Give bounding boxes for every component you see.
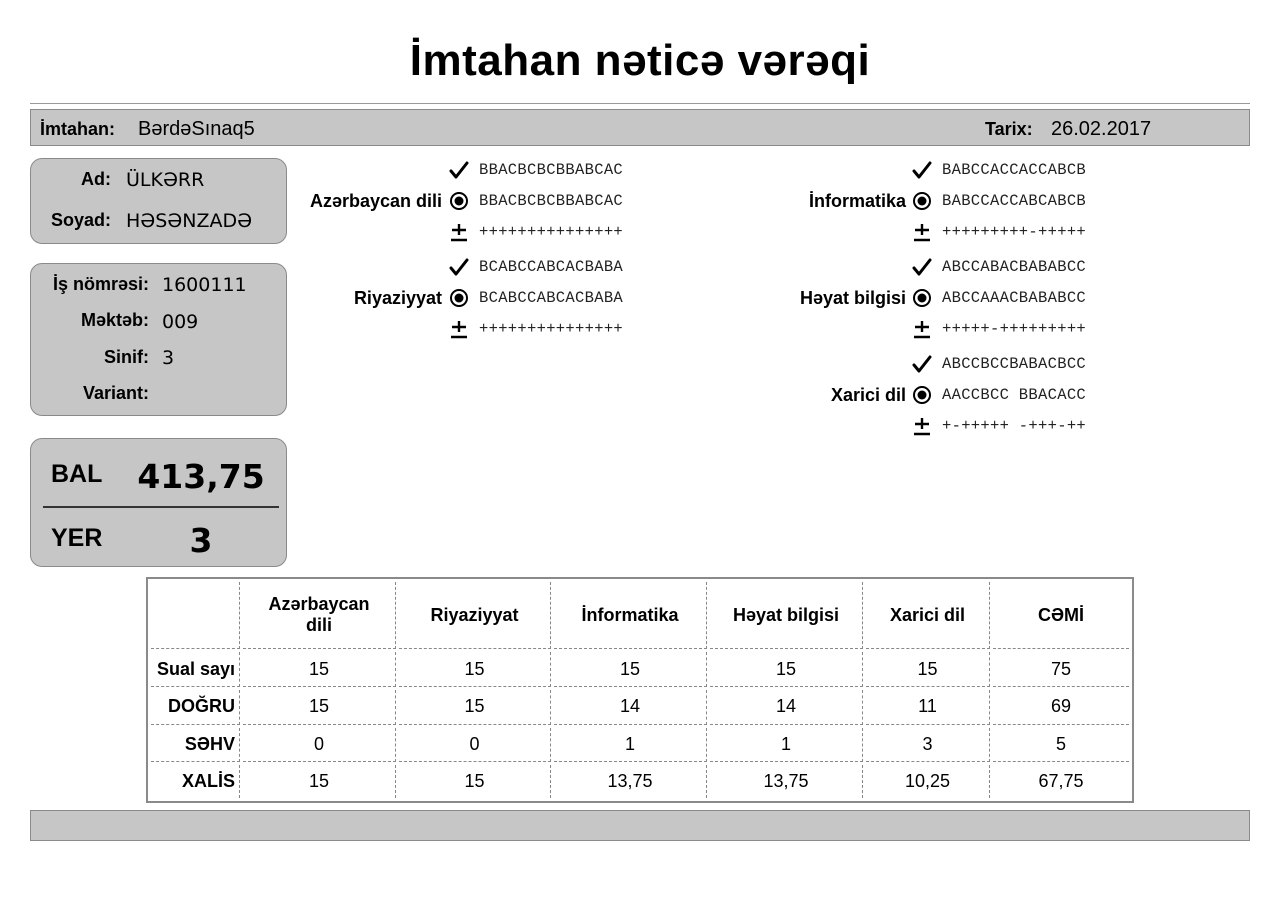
answered-sequence: ABCCAAACBABABCC: [942, 289, 1087, 307]
table-cell: 15: [399, 690, 551, 725]
checkmark-icon: [912, 354, 932, 374]
title-divider: [30, 103, 1250, 104]
date-value: 26.02.2017: [1051, 118, 1152, 140]
table-cell: 11: [866, 690, 990, 725]
table-row: [151, 765, 1129, 798]
date-label: Tarix:: [985, 119, 1033, 139]
name-label: Ad:: [81, 169, 111, 189]
plus-minus-icon: [449, 319, 469, 339]
table-cell: 13,75: [554, 765, 707, 798]
correct-key-sequence: BABCCACCACCABCB: [942, 161, 1087, 179]
table-cell: 1: [554, 728, 707, 763]
surname-value: HƏSƏNZADƏ: [126, 210, 253, 232]
answered-sequence: AACCBCC BBACACC: [942, 386, 1087, 404]
table-header-cell: [151, 582, 240, 649]
table-row: [151, 728, 1129, 763]
school-label: Məktəb:: [80, 310, 149, 330]
footer-bar: [30, 810, 1250, 841]
table-cell: 13,75: [710, 765, 863, 798]
work-number-label: İş nömrəsi:: [52, 274, 149, 294]
table-cell: 15: [243, 652, 396, 687]
checkmark-icon: [449, 257, 469, 277]
grade-value: 3: [162, 347, 175, 369]
checkmark-icon: [912, 257, 932, 277]
plus-minus-icon: [912, 416, 932, 436]
correct-key-sequence: ABCCBCCBABACBCC: [942, 355, 1087, 373]
checkmark-icon: [449, 160, 469, 180]
table-cell: 15: [866, 652, 990, 687]
row-label: DOĞRU: [151, 690, 240, 725]
yer-value: 3: [189, 521, 213, 560]
table-cell: 0: [399, 728, 551, 763]
plus-minus-icon: [449, 222, 469, 242]
table-row: [151, 652, 1129, 687]
table-row: [151, 690, 1129, 725]
row-label: XALİS: [151, 765, 240, 798]
table-cell: 14: [554, 690, 707, 725]
result-sequence: +++++-+++++++++: [942, 320, 1087, 338]
radio-dot-icon: [912, 385, 932, 405]
plus-minus-icon: [912, 319, 932, 339]
bal-label: BAL: [51, 460, 103, 488]
correct-key-sequence: BBACBCBCBBABCAC: [479, 161, 624, 179]
result-sequence: +-+++++ -+++-++: [942, 417, 1087, 435]
table-cell: 15: [243, 765, 396, 798]
table-header-cell: Xarici dil: [866, 582, 990, 649]
table-cell: 15: [710, 652, 863, 687]
table-cell: 15: [399, 765, 551, 798]
checkmark-icon: [912, 160, 932, 180]
results-table: [146, 577, 1134, 803]
table-cell: 15: [243, 690, 396, 725]
school-value: 009: [162, 311, 199, 333]
table-header-cell: Riyaziyyat: [399, 582, 551, 649]
work-number-value: 1600111: [162, 274, 247, 296]
name-value: ÜLKƏRR: [126, 169, 205, 191]
result-sequence: +++++++++-+++++: [942, 223, 1087, 241]
radio-dot-icon: [449, 191, 469, 211]
exam-label: İmtahan:: [40, 119, 116, 139]
page-title: İmtahan nəticə vərəqi: [409, 36, 871, 85]
table-cell: 75: [993, 652, 1129, 687]
subject-name: Azərbaycan dili: [309, 191, 442, 211]
bal-value: 413,75: [137, 457, 265, 496]
table-cell: 15: [554, 652, 707, 687]
correct-key-sequence: ABCCABACBABABCC: [942, 258, 1087, 276]
exam-header-bar: [30, 109, 1250, 146]
table-cell: 14: [710, 690, 863, 725]
radio-dot-icon: [449, 288, 469, 308]
table-header-cell: İnformatika: [554, 582, 707, 649]
answered-sequence: BABCCACCABCABCB: [942, 192, 1087, 210]
table-header-cell: Həyat bilgisi: [710, 582, 863, 649]
surname-label: Soyad:: [50, 210, 111, 230]
subject-name: Xarici dil: [830, 385, 906, 405]
radio-dot-icon: [912, 288, 932, 308]
correct-key-sequence: BCABCCABCACBABA: [479, 258, 624, 276]
table-header-cell: Azərbaycan dili: [243, 582, 396, 649]
exam-value: BərdəSınaq5: [138, 118, 255, 140]
score-divider: [43, 506, 279, 508]
work-info-panel: [30, 263, 287, 416]
subject-name: Həyat bilgisi: [799, 288, 906, 308]
yer-label: YER: [51, 524, 103, 552]
result-sequence: +++++++++++++++: [479, 320, 624, 338]
table-cell: 69: [993, 690, 1129, 725]
table-cell: 3: [866, 728, 990, 763]
grade-label: Sinif:: [104, 347, 149, 367]
result-sequence: +++++++++++++++: [479, 223, 624, 241]
table-cell: 15: [399, 652, 551, 687]
score-panel: [30, 438, 287, 567]
table-cell: 10,25: [866, 765, 990, 798]
table-header-cell: CƏMİ: [993, 582, 1129, 649]
subject-name: İnformatika: [808, 191, 906, 211]
table-cell: 5: [993, 728, 1129, 763]
row-label: SƏHV: [151, 728, 240, 763]
answered-sequence: BCABCCABCACBABA: [479, 289, 624, 307]
table-cell: 1: [710, 728, 863, 763]
radio-dot-icon: [912, 191, 932, 211]
table-cell: 0: [243, 728, 396, 763]
variant-label: Variant:: [82, 383, 149, 403]
person-panel: [30, 158, 287, 244]
table-cell: 67,75: [1038, 771, 1084, 791]
table-header-row: [151, 582, 1129, 649]
subject-name: Riyaziyyat: [353, 288, 442, 308]
answered-sequence: BBACBCBCBBABCAC: [479, 192, 624, 210]
row-label: Sual sayı: [151, 652, 240, 687]
plus-minus-icon: [912, 222, 932, 242]
